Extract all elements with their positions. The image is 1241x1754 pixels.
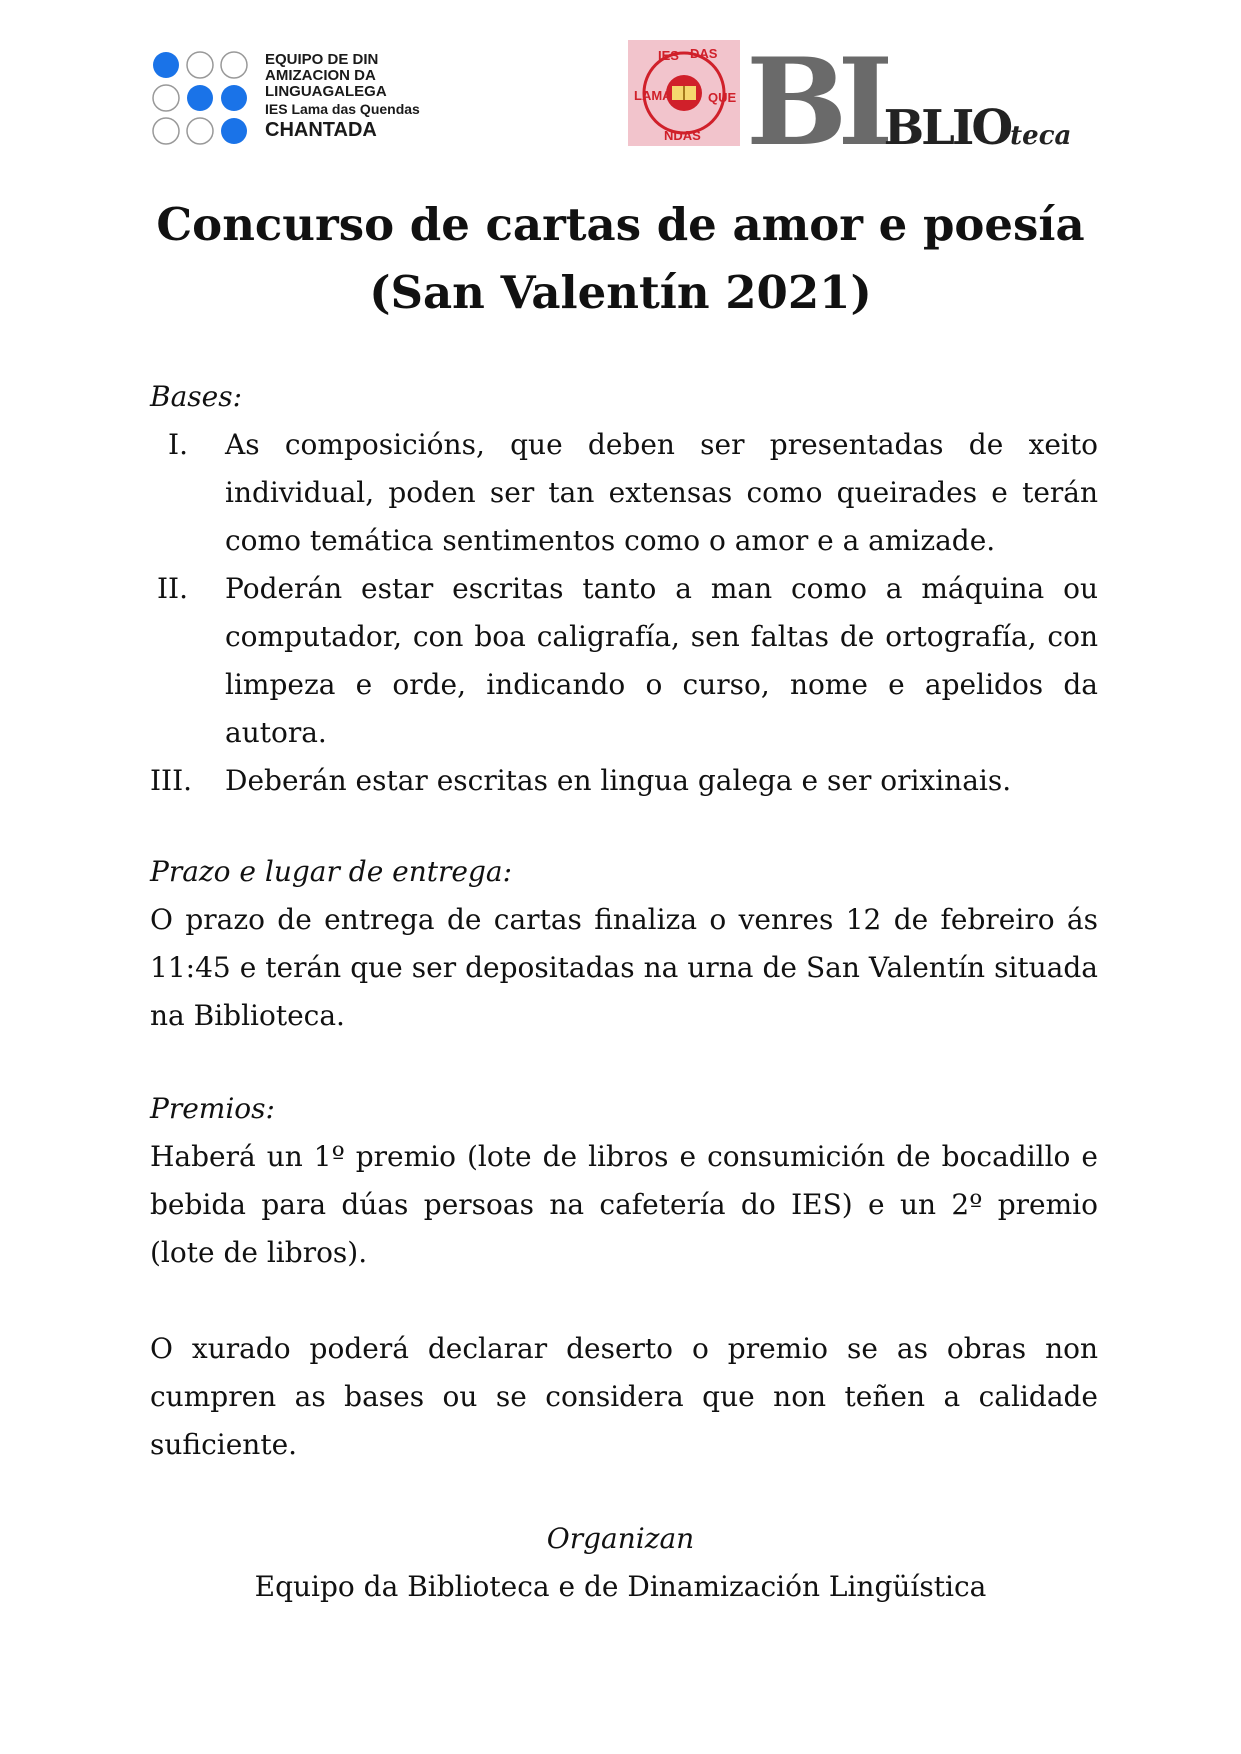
biblioteca-logo	[628, 32, 1072, 173]
bases-list	[150, 421, 1098, 805]
logo-text-line5: CHANTADA	[265, 119, 377, 141]
svg-text:IES: IES	[658, 48, 679, 63]
premios-section	[150, 1085, 1098, 1277]
svg-text:QUE: QUE	[708, 90, 737, 105]
wordmark-big: BI	[746, 32, 884, 173]
prazo-text: O prazo de entrega de cartas finaliza o venres 12 de febreiro ás 11:45 e terán que ser depositadas na urna de San Valentín situada na Biblioteca.	[150, 903, 1098, 1032]
prazo-section	[150, 848, 1098, 1040]
biblioteca-wordmark	[746, 32, 1071, 173]
page-subtitle: (San Valentín 2021)	[369, 266, 872, 319]
list-item-text: Deberán estar escritas en lingua galega e ser orixinais.	[225, 764, 1012, 797]
svg-text:DAS: DAS	[690, 46, 718, 61]
dot-grid-icon	[150, 51, 260, 145]
svg-text:NDAS: NDAS	[664, 128, 701, 143]
school-seal-icon	[628, 40, 740, 146]
list-item	[150, 421, 1098, 565]
list-item-text: As composicións, que deben ser presentadas de xeito individual, poden ser tan extensas como queirades e terán como temática sentimentos como o amor e a amizade.	[225, 428, 1098, 557]
bases-label: Bases:	[150, 380, 243, 413]
organizan-label: Organizan	[546, 1522, 695, 1555]
list-item	[150, 565, 1098, 757]
list-item	[150, 757, 1098, 805]
logo-text-line1: EQUIPO DE DIN	[265, 51, 379, 68]
wordmark-small: BLIO	[883, 100, 1011, 156]
list-item-number: II.	[156, 572, 188, 605]
list-item-number: III.	[150, 764, 193, 797]
logo-text-line3: LINGUAGALEGA	[265, 83, 387, 100]
list-item-text: Poderán estar escritas tanto a man como a máquina ou computador, con boa caligrafía, sen faltas de ortografía, con limpeza e orde, indicando o curso, nome e apelidos da autora.	[225, 572, 1098, 749]
premios-label: Premios:	[150, 1092, 275, 1125]
premios-text: Haberá un 1º premio (lote de libros e consumición de bocadillo e bebida para dúas persoas na cafetería do IES) e un 2º premio (lote de libros).	[150, 1140, 1098, 1269]
xurado-text: O xurado poderá declarar deserto o premio se as obras non cumpren as bases ou se considera que non teñen a calidade suficiente.	[150, 1332, 1098, 1461]
bases-section	[150, 373, 1098, 805]
wordmark-script: teca	[1010, 121, 1072, 151]
prazo-label: Prazo e lugar de entrega:	[150, 855, 513, 888]
list-item-number: I.	[168, 428, 188, 461]
dinamizacion-logo	[150, 45, 420, 145]
organizers-text: Equipo da Biblioteca e de Dinamización Lingüística	[254, 1570, 987, 1603]
logo-text-line2: AMIZACION DA	[265, 67, 376, 84]
xurado-section	[150, 1325, 1098, 1469]
logo-text-line4: IES Lama das Quendas	[265, 101, 420, 117]
svg-text:LAMA: LAMA	[634, 88, 672, 103]
page-title: Concurso de cartas de amor e poesía	[156, 198, 1085, 251]
